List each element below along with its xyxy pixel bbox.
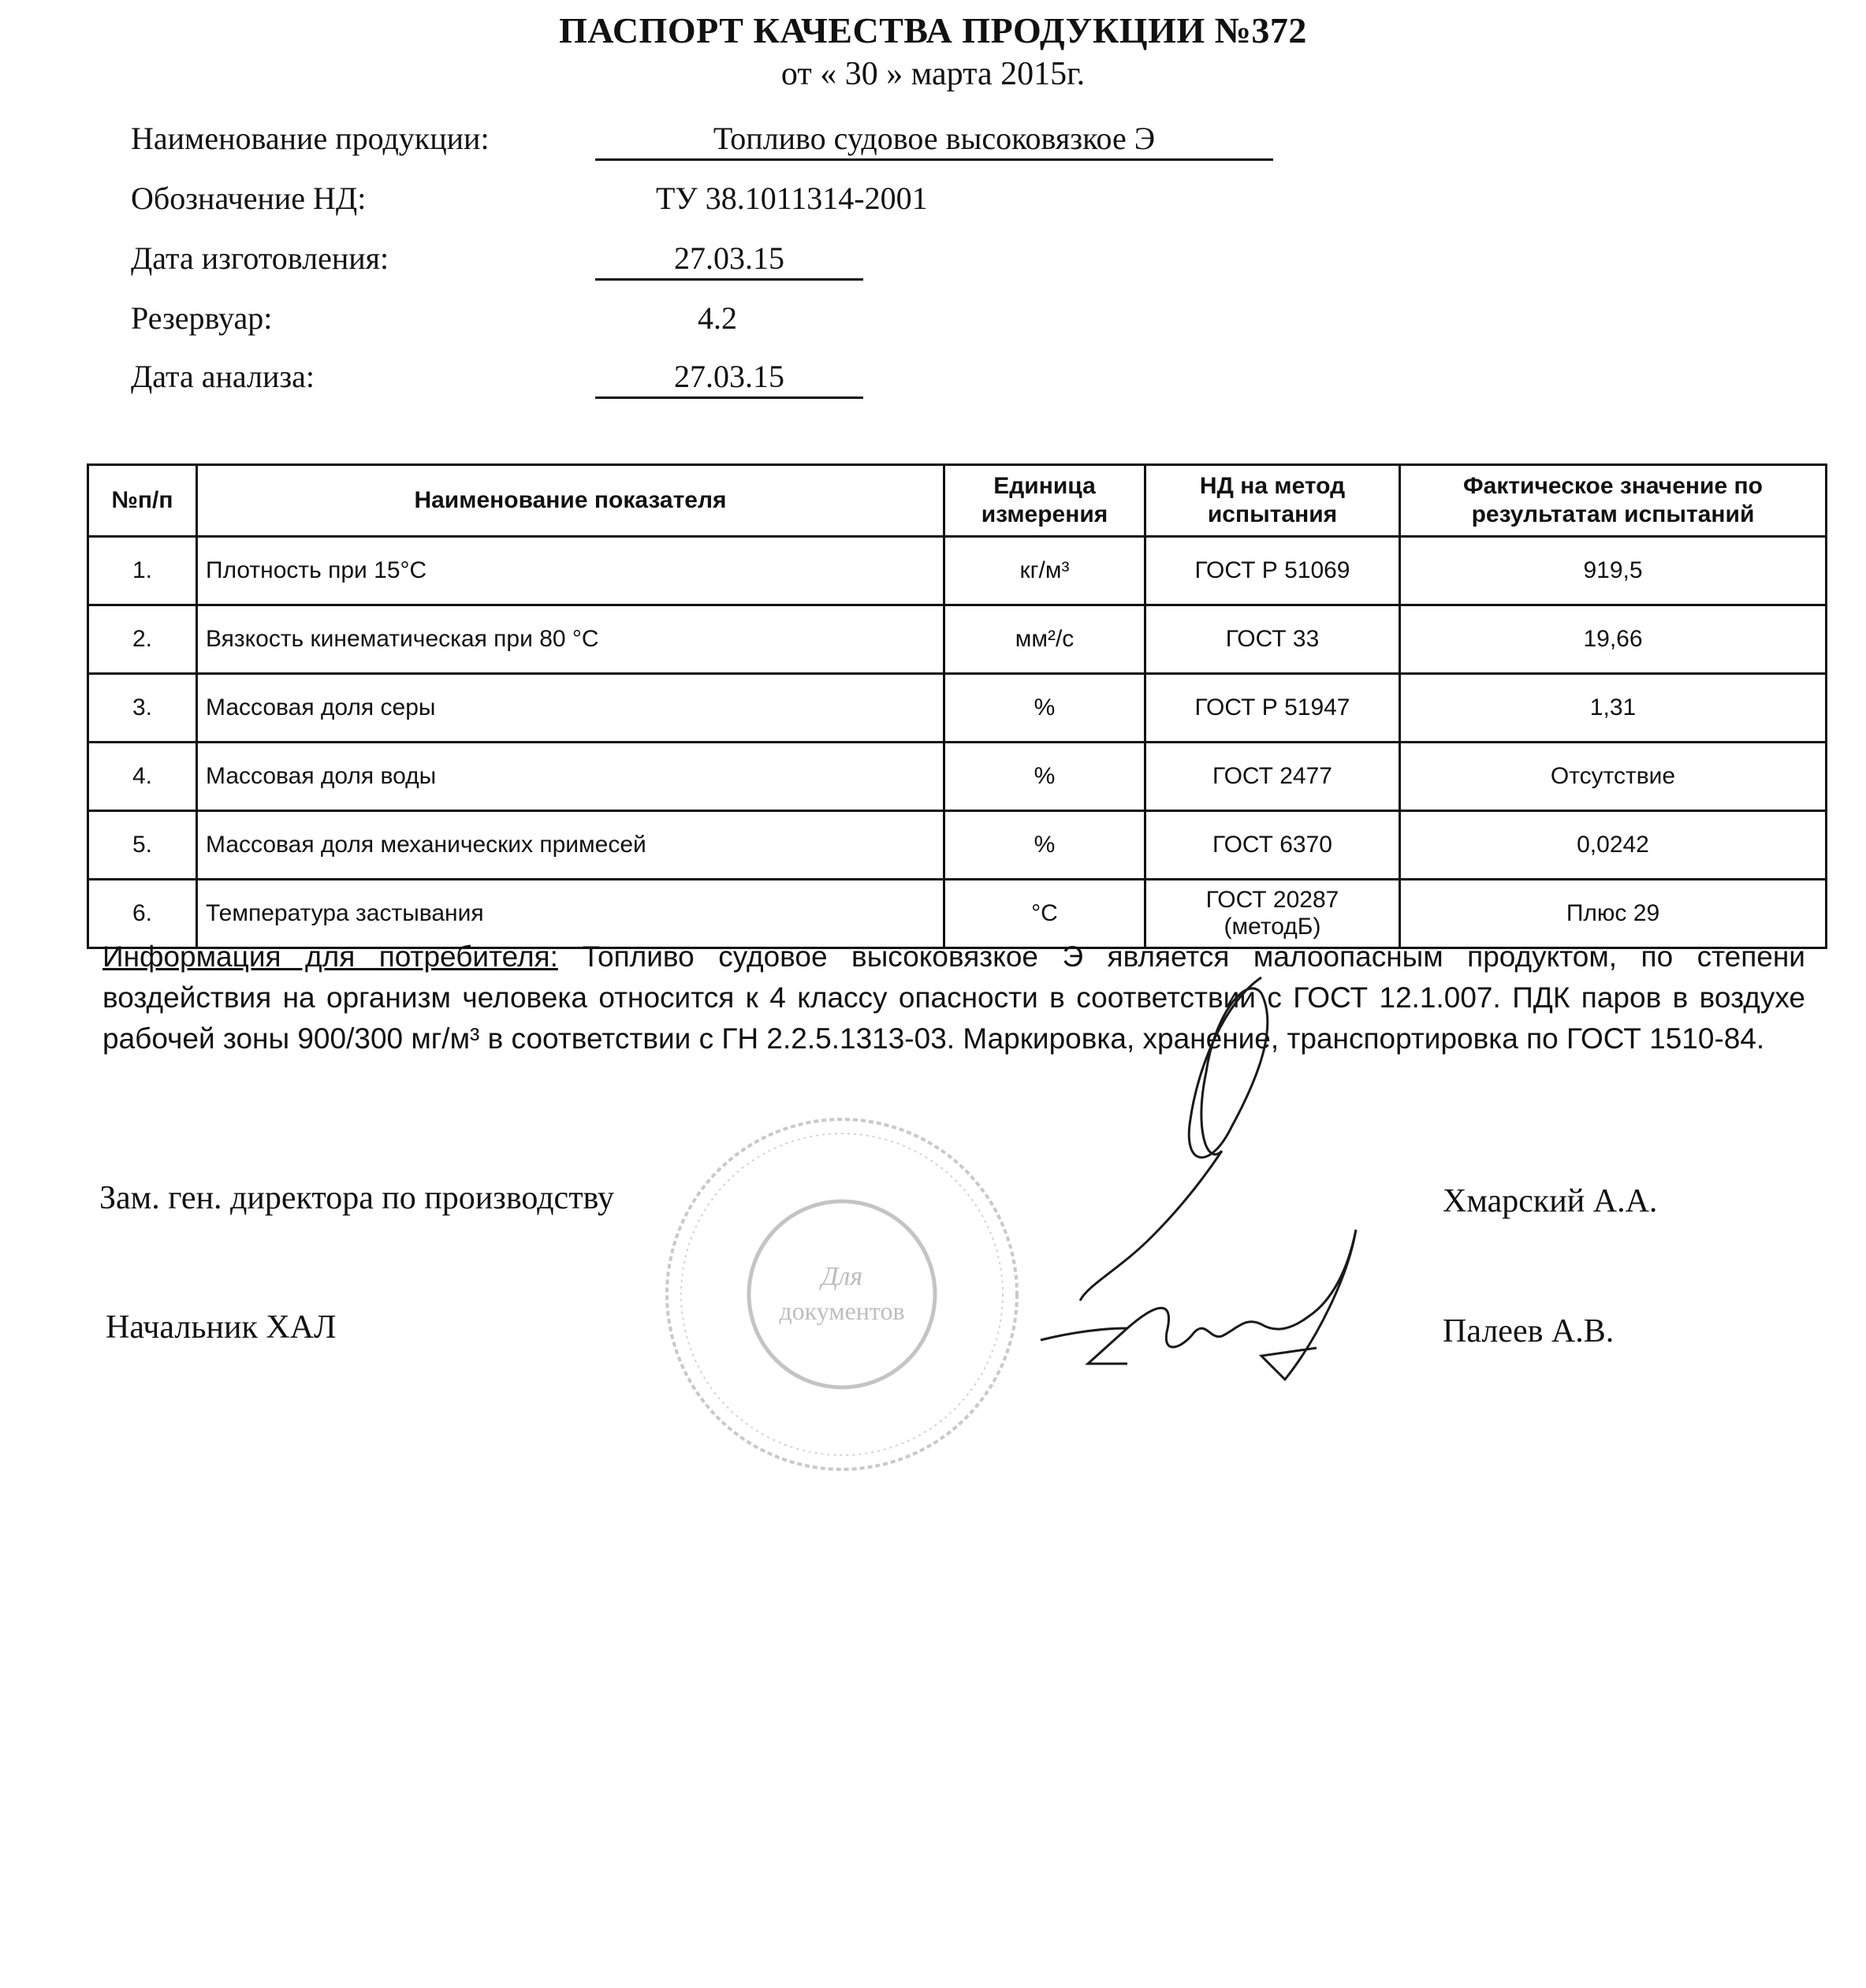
table-header-row: [88, 465, 1827, 537]
header-value: [1400, 465, 1827, 537]
header-unit-line-2: измерения: [981, 501, 1108, 527]
tank-label: Резервуар:: [131, 300, 273, 336]
row-method-line-2: (методБ): [1224, 914, 1321, 940]
row-method: [1145, 605, 1400, 674]
product-value: Топливо судовое высоковязкое Э: [595, 120, 1273, 161]
row-unit: %: [944, 674, 1145, 743]
table-row: [88, 537, 1827, 605]
header-method-line-2: испытания: [1207, 501, 1338, 527]
row-num: 4.: [88, 743, 197, 811]
lab-chief-title: Начальник ХАЛ: [106, 1309, 337, 1346]
row-value: 919,5: [1400, 537, 1827, 605]
row-method-line-1: ГОСТ 20287: [1205, 887, 1339, 913]
table-row: [88, 811, 1827, 880]
row-unit: кг/м³: [944, 537, 1145, 605]
row-indicator: Плотность при 15°С: [197, 537, 944, 605]
row-method: [1145, 743, 1400, 811]
table-row: [88, 605, 1827, 674]
row-indicator: Массовая доля серы: [197, 674, 944, 743]
stamp-text-line-1: Для: [821, 1262, 863, 1291]
row-unit: °С: [944, 880, 1145, 948]
row-unit: мм²/с: [944, 605, 1145, 674]
row-method: [1145, 811, 1400, 880]
handwritten-signature: [1025, 970, 1387, 1411]
deputy-director-title: Зам. ген. директора по производству: [99, 1180, 614, 1216]
row-num: 6.: [88, 880, 197, 948]
row-num: 5.: [88, 811, 197, 880]
header-value-line-1: Фактическое значение по: [1463, 473, 1763, 499]
row-method-line-1: ГОСТ 6370: [1212, 832, 1332, 858]
row-method: [1145, 674, 1400, 743]
header-num: №п/п: [88, 465, 197, 537]
analysis-date-label: Дата анализа:: [131, 359, 315, 394]
row-value: 0,0242: [1400, 811, 1827, 880]
nd-value: ТУ 38.1011314-2001: [656, 181, 928, 216]
document-title: ПАСПОРТ КАЧЕСТВА ПРОДУКЦИИ №372: [559, 10, 1307, 50]
header-unit: [944, 465, 1145, 537]
row-method: [1145, 537, 1400, 605]
product-label: Наименование продукции:: [131, 121, 490, 156]
stamp-text-line-2: документов: [779, 1297, 905, 1325]
header-value-line-2: результатам испытаний: [1471, 501, 1755, 527]
table-row: [88, 674, 1827, 743]
row-method-line-1: ГОСТ Р 51947: [1194, 694, 1350, 720]
row-value: Плюс 29: [1400, 880, 1827, 948]
row-value: Отсутствие: [1400, 743, 1827, 811]
row-indicator: Массовая доля механических примесей: [197, 811, 944, 880]
lab-chief-name: Палеев А.В.: [1443, 1313, 1615, 1350]
row-method-line-1: ГОСТ 2477: [1212, 763, 1332, 789]
tank-value: 4.2: [698, 300, 737, 336]
document-date: от « 30 » марта 2015г.: [780, 56, 1086, 92]
quality-table: [87, 463, 1827, 949]
row-value: 19,66: [1400, 605, 1827, 674]
row-unit: %: [944, 743, 1145, 811]
deputy-director-name: Хмарский А.А.: [1443, 1183, 1658, 1219]
row-num: 2.: [88, 605, 197, 674]
row-indicator: Вязкость кинематическая при 80 °С: [197, 605, 944, 674]
header-name: Наименование показателя: [197, 465, 944, 537]
row-method-line-1: ГОСТ 33: [1225, 626, 1320, 652]
nd-label: Обозначение НД:: [131, 181, 367, 216]
row-unit: %: [944, 811, 1145, 880]
round-stamp: [661, 1113, 1023, 1476]
row-value: 1,31: [1400, 674, 1827, 743]
manufacture-date-label: Дата изготовления:: [131, 240, 389, 276]
header-unit-line-1: Единица: [993, 473, 1096, 499]
manufacture-date-value: 27.03.15: [595, 240, 863, 281]
header-method: [1145, 465, 1400, 537]
row-indicator: Температура застывания: [197, 880, 944, 948]
row-indicator: Массовая доля воды: [197, 743, 944, 811]
analysis-date-value: 27.03.15: [595, 358, 863, 399]
row-num: 1.: [88, 537, 197, 605]
header-method-line-1: НД на метод: [1199, 473, 1346, 499]
row-method-line-1: ГОСТ Р 51069: [1194, 557, 1350, 583]
table-row: [88, 743, 1827, 811]
consumer-info-label: Информация для потребителя:: [102, 940, 558, 973]
row-num: 3.: [88, 674, 197, 743]
consumer-info-text: Топливо судовое высоковязкое Э является малоопасным продуктом, по степени воздействия на организм человека относится к 4 классу опасности в соответствии с ГОСТ 12.1.007. ПДК паров в воздухе рабочей зоны 900/300 мг/м³ в соответствии с ГН 2.2.5.1313-03. Маркировка, хранение, транспортировка по ГОСТ 1510-84.: [102, 940, 1805, 1055]
consumer-info: [102, 936, 1805, 1059]
